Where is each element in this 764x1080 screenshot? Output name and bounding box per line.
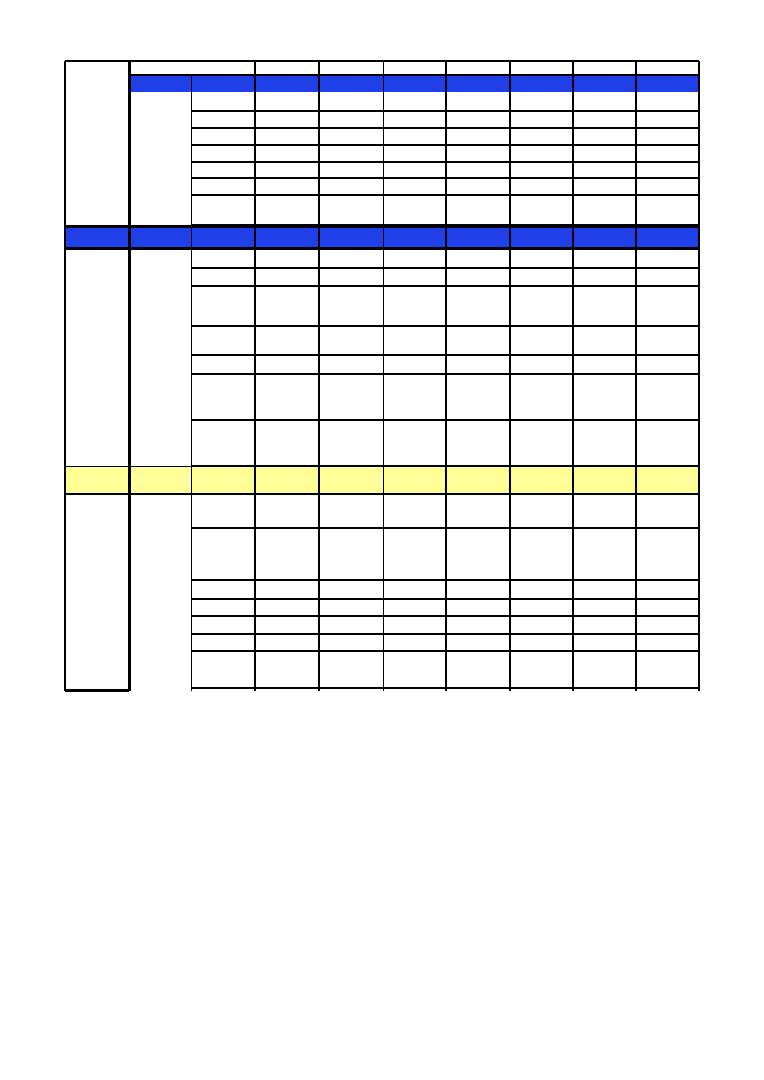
period-number <box>129 623 191 634</box>
period-number <box>129 640 191 651</box>
lesson-cell <box>446 496 510 528</box>
lesson-cell <box>636 356 699 374</box>
lesson-cell <box>573 269 636 286</box>
lesson-cell <box>383 652 446 688</box>
lesson-cell <box>383 196 446 225</box>
grid-line-vertical <box>318 61 320 691</box>
lesson-cell <box>383 421 446 466</box>
lesson-cell <box>191 581 255 599</box>
lesson-cell <box>255 146 319 162</box>
lesson-cell <box>510 375 573 420</box>
lesson-cell <box>510 635 573 651</box>
lesson-cell <box>319 163 383 178</box>
lesson-cell <box>446 529 510 580</box>
lesson-cell <box>573 129 636 145</box>
lesson-cell <box>319 269 383 286</box>
lesson-cell <box>255 375 319 420</box>
lesson-cell <box>573 250 636 268</box>
table-bottom-border <box>65 689 129 692</box>
lesson-cell <box>319 356 383 374</box>
lesson-cell <box>636 95 699 111</box>
lesson-cell <box>255 652 319 688</box>
lesson-cell <box>255 112 319 128</box>
lesson-cell <box>510 163 573 178</box>
lesson-cell <box>446 600 510 616</box>
lesson-cell <box>573 163 636 178</box>
lesson-cell <box>255 327 319 355</box>
lesson-cell <box>319 529 383 580</box>
lesson-cell <box>191 163 255 178</box>
lesson-cell <box>636 581 699 599</box>
lesson-cell <box>383 287 446 326</box>
lesson-cell <box>191 600 255 616</box>
lesson-cell <box>191 375 255 420</box>
lesson-cell <box>383 129 446 145</box>
lesson-cell <box>573 146 636 162</box>
lesson-cell <box>255 250 319 268</box>
lesson-cell <box>319 179 383 195</box>
lesson-cell <box>446 129 510 145</box>
lesson-cell <box>191 496 255 528</box>
lesson-cell <box>446 635 510 651</box>
lesson-cell <box>191 635 255 651</box>
lesson-cell <box>510 250 573 268</box>
lesson-cell <box>383 112 446 128</box>
lesson-cell <box>383 529 446 580</box>
period-number <box>129 134 191 145</box>
lesson-cell <box>510 196 573 225</box>
table-left-border <box>64 61 66 691</box>
lesson-cell <box>383 600 446 616</box>
lesson-cell <box>446 375 510 420</box>
lesson-cell <box>636 196 699 225</box>
lesson-cell <box>255 617 319 634</box>
lesson-cell <box>573 421 636 466</box>
lesson-cell <box>255 196 319 225</box>
lesson-cell <box>191 179 255 195</box>
lesson-cell <box>191 196 255 225</box>
lesson-cell <box>191 356 255 374</box>
lesson-cell <box>319 421 383 466</box>
grid-line-horizontal <box>129 74 699 76</box>
lesson-cell <box>573 327 636 355</box>
lesson-cell <box>573 112 636 128</box>
lesson-cell <box>446 95 510 111</box>
lesson-cell <box>191 327 255 355</box>
lesson-cell <box>255 356 319 374</box>
lesson-cell <box>319 581 383 599</box>
lesson-cell <box>319 112 383 128</box>
lesson-cell <box>510 581 573 599</box>
lesson-cell <box>636 600 699 616</box>
period-number <box>129 455 191 466</box>
lesson-cell <box>446 617 510 634</box>
period-number <box>129 167 191 178</box>
lesson-cell <box>573 196 636 225</box>
lesson-cell <box>383 496 446 528</box>
period-number <box>129 409 191 420</box>
lesson-cell <box>319 146 383 162</box>
lesson-cell <box>191 95 255 111</box>
period-number <box>129 151 191 162</box>
lesson-cell <box>319 652 383 688</box>
lesson-cell <box>446 250 510 268</box>
lesson-cell <box>510 496 573 528</box>
lesson-cell <box>446 269 510 286</box>
grid-line-vertical <box>191 75 192 691</box>
lesson-cell <box>255 421 319 466</box>
lesson-cell <box>319 250 383 268</box>
period-number <box>129 184 191 195</box>
lesson-cell <box>636 327 699 355</box>
lesson-cell <box>191 112 255 128</box>
lesson-cell <box>319 600 383 616</box>
lesson-cell <box>191 421 255 466</box>
lesson-cell <box>255 269 319 286</box>
lesson-cell <box>319 635 383 651</box>
lesson-cell <box>446 112 510 128</box>
lesson-cell <box>191 652 255 688</box>
lesson-cell <box>383 146 446 162</box>
lesson-cell <box>255 179 319 195</box>
day-column-border <box>128 61 131 691</box>
lesson-cell <box>191 250 255 268</box>
grid-line-vertical <box>509 61 511 691</box>
period-number <box>129 588 191 599</box>
lesson-cell <box>319 129 383 145</box>
lesson-cell <box>191 617 255 634</box>
lesson-cell <box>636 421 699 466</box>
lesson-cell <box>446 327 510 355</box>
lesson-cell <box>319 95 383 111</box>
lesson-cell <box>383 163 446 178</box>
period-number <box>129 100 191 111</box>
lesson-cell <box>573 529 636 580</box>
lesson-cell <box>383 95 446 111</box>
lesson-cell <box>510 652 573 688</box>
lesson-cell <box>255 496 319 528</box>
lesson-cell <box>319 617 383 634</box>
lesson-cell <box>510 112 573 128</box>
lesson-cell <box>636 287 699 326</box>
period-number <box>129 117 191 128</box>
lesson-cell <box>383 269 446 286</box>
period-number <box>129 363 191 374</box>
lesson-cell <box>573 287 636 326</box>
period-number <box>129 275 191 286</box>
lesson-cell <box>255 635 319 651</box>
header-separator-band <box>129 75 699 92</box>
lesson-cell <box>446 581 510 599</box>
lesson-cell <box>446 163 510 178</box>
period-number <box>129 677 191 688</box>
lesson-cell <box>636 163 699 178</box>
lesson-cell <box>255 581 319 599</box>
lesson-cell <box>255 287 319 326</box>
lesson-cell <box>191 529 255 580</box>
period-number <box>129 257 191 268</box>
day-label <box>65 250 129 268</box>
period-number <box>129 344 191 355</box>
lesson-cell <box>636 652 699 688</box>
lesson-cell <box>383 356 446 374</box>
day-label <box>65 61 129 79</box>
lesson-cell <box>573 496 636 528</box>
lesson-cell <box>636 375 699 420</box>
grid-line-vertical <box>572 61 574 691</box>
lesson-cell <box>573 179 636 195</box>
lesson-cell <box>510 269 573 286</box>
lesson-cell <box>636 529 699 580</box>
lesson-cell <box>636 250 699 268</box>
period-number <box>129 517 191 528</box>
lesson-cell <box>573 95 636 111</box>
lesson-cell <box>446 356 510 374</box>
lesson-cell <box>191 287 255 326</box>
grid-line-vertical <box>383 61 384 691</box>
period-number <box>129 214 191 225</box>
lesson-cell <box>510 600 573 616</box>
lesson-cell <box>510 529 573 580</box>
lesson-cell <box>446 421 510 466</box>
day-label <box>65 496 129 514</box>
day-divider <box>65 466 699 467</box>
period-number <box>129 605 191 616</box>
day-divider <box>65 247 699 250</box>
day-divider <box>65 225 699 228</box>
lesson-cell <box>510 356 573 374</box>
lesson-cell <box>510 327 573 355</box>
grid-line-vertical <box>698 61 700 691</box>
lesson-cell <box>319 327 383 355</box>
grid-line-vertical <box>445 61 447 691</box>
lesson-cell <box>319 496 383 528</box>
lesson-cell <box>446 179 510 195</box>
lesson-cell <box>191 269 255 286</box>
lesson-cell <box>510 421 573 466</box>
lesson-cell <box>255 129 319 145</box>
table-top-border <box>65 60 699 62</box>
lesson-cell <box>573 581 636 599</box>
lesson-cell <box>510 287 573 326</box>
grid-line-vertical <box>635 61 637 691</box>
lesson-cell <box>636 269 699 286</box>
lesson-cell <box>255 600 319 616</box>
day-separator-band <box>65 466 699 494</box>
period-number <box>129 569 191 580</box>
lesson-cell <box>636 112 699 128</box>
lesson-cell <box>319 375 383 420</box>
lesson-cell <box>446 652 510 688</box>
lesson-cell <box>573 635 636 651</box>
period-number <box>129 315 191 326</box>
lesson-cell <box>510 179 573 195</box>
lesson-cell <box>191 129 255 145</box>
lesson-cell <box>636 635 699 651</box>
grid-line-vertical <box>254 61 256 691</box>
lesson-cell <box>319 196 383 225</box>
lesson-cell <box>636 179 699 195</box>
lesson-cell <box>510 95 573 111</box>
lesson-cell <box>636 496 699 528</box>
lesson-cell <box>573 600 636 616</box>
lesson-cell <box>319 287 383 326</box>
lesson-cell <box>573 356 636 374</box>
lesson-cell <box>383 327 446 355</box>
day-separator-band <box>65 225 699 248</box>
lesson-cell <box>510 617 573 634</box>
lesson-cell <box>446 196 510 225</box>
lesson-cell <box>383 635 446 651</box>
lesson-cell <box>383 581 446 599</box>
lesson-cell <box>510 146 573 162</box>
lesson-cell <box>573 617 636 634</box>
lesson-cell <box>446 287 510 326</box>
lesson-cell <box>383 375 446 420</box>
lesson-cell <box>383 617 446 634</box>
lesson-cell <box>191 146 255 162</box>
lesson-cell <box>255 163 319 178</box>
day-divider <box>65 493 699 495</box>
lesson-cell <box>383 179 446 195</box>
lesson-cell <box>573 652 636 688</box>
lesson-cell <box>255 95 319 111</box>
lesson-cell <box>573 375 636 420</box>
lesson-cell <box>510 129 573 145</box>
lesson-cell <box>383 250 446 268</box>
lesson-cell <box>446 146 510 162</box>
lesson-cell <box>636 617 699 634</box>
lesson-cell <box>636 146 699 162</box>
lesson-cell <box>636 129 699 145</box>
lesson-cell <box>255 529 319 580</box>
